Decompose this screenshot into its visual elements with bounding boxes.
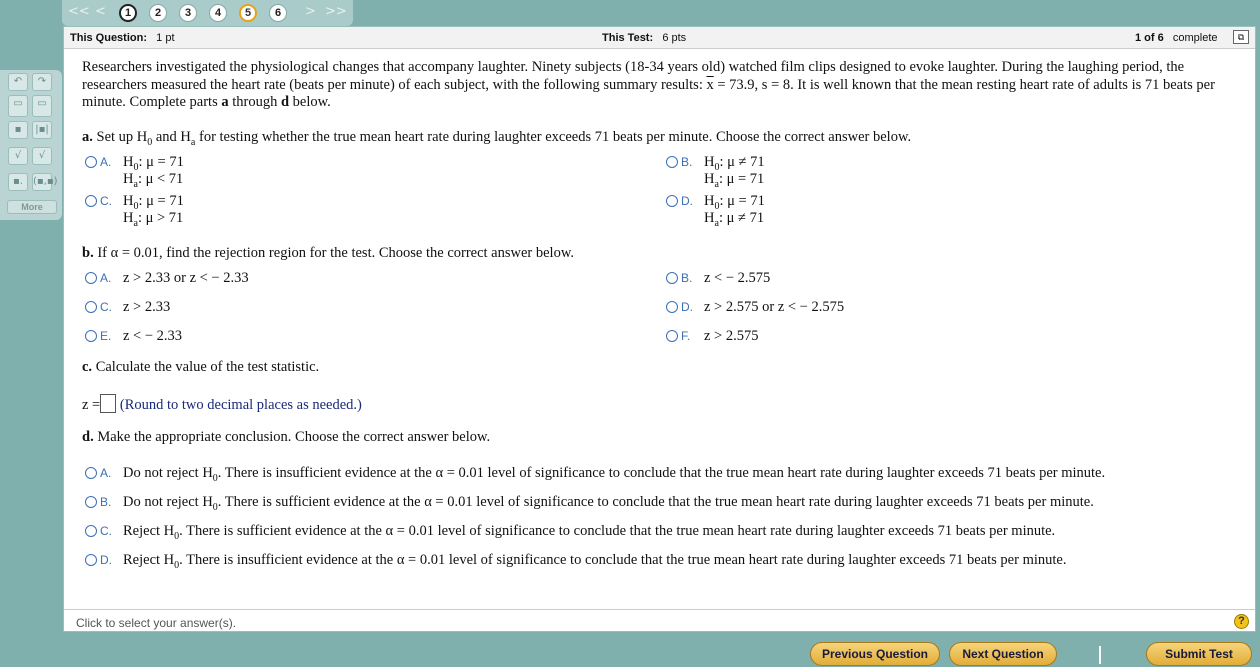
question-header (64, 27, 1255, 49)
question-4-button[interactable]: 4 (209, 4, 227, 22)
radio-button[interactable] (85, 525, 97, 537)
prev-question-arrow[interactable]: < (95, 4, 106, 19)
question-3-button[interactable]: 3 (179, 4, 197, 22)
nth-root-icon[interactable]: √ (32, 147, 52, 165)
math-toolbar (0, 70, 62, 220)
radio-button[interactable] (85, 467, 97, 479)
test-statistic-input[interactable] (100, 394, 116, 413)
previous-question-button[interactable]: Previous Question (810, 642, 940, 666)
question-navigation (62, 0, 353, 26)
radio-button[interactable] (666, 156, 678, 168)
radio-button[interactable] (666, 301, 678, 313)
submit-test-button[interactable]: Submit Test (1146, 642, 1252, 666)
decimal-icon[interactable]: ▪. (8, 173, 28, 191)
absolute-value-icon[interactable]: |▪| (32, 121, 52, 139)
part-c-prompt: c. Calculate the value of the test statistic. (82, 359, 320, 375)
problem-statement: Researchers investigated the physiological changes that accompany laughter. Ninety subjects (18-34 years old) watched film clips designed to evoke laughter. During the laughing period, the researchers measured the heart rate (beats per minute) of each subject, with the following summary results: $\overline{x} = 73.9$, s = 8. It is well known that the mean resting heart rate of adults is 71 beats per minute. Complete parts a through d below. (82, 59, 1215, 110)
question-5-button[interactable]: 5 (239, 4, 257, 22)
question-panel (63, 26, 1256, 632)
test-points: This Test: 6 pts (602, 32, 687, 44)
radio-button[interactable] (85, 301, 97, 313)
undo-icon[interactable]: ↶ (8, 73, 28, 91)
question-6-button[interactable]: 6 (269, 4, 287, 22)
question-points: This Question: 1 pt (70, 32, 175, 44)
radio-button[interactable] (666, 272, 678, 284)
radio-button[interactable] (85, 496, 97, 508)
question-content: Researchers investigated the physiological changes that accompany laughter. Ninety subjects (18-34 years old) watched film clips designed to evoke laughter. During the laughing period, the researchers measured the heart rate (beats per minute) of each subject, with the following summary results: $\overline{x} = 73.9$, s = 8. It is well known that the mean resting heart rate of adults is 71 beats per minute. Complete parts a through d below. a. Set up $H_0$ and $H_a$ for testing whether the true mean heart rate during laughter exceeds 71 beats per minute. Choose the correct answer below. A. $H_0$: μ = 71 $H_a$: μ < 71 B. $H_0$: μ ≠ 71 $H_a$: μ = 71 C. $H_0$: μ = 71 $H_a$: μ > 71 D. $H_0$: μ = 71 $H_a$: μ ≠ 71 b. If α = 0.01, find the rejection region for the test. Choose the correct answer below. A. z > 2.33 or z < − 2.33 B. z < − 2.575 C. z > 2.33 D. z > 2.575 or z < − 2.575 E. z < − 2.33 F. z > 2.575 c. Calculate the value of the test statistic. z = (Round to two decimal places as needed.) d. Make the appropriate conclusion. Choose the correct answer below. A. Do not reject $H_0$. There is insufficient evidence at the α = 0.01 level of significance to conclude that the true mean heart rate during laughter exceeds 71 beats per minute. B. Do not reject $H_0$. There is sufficient evidence at the α = 0.01 level of significance to conclude that the true mean heart rate during laughter exceeds 71 beats per minute. C. Reject $H_0$. There is sufficient evidence at the α = 0.01 level of significance to conclude that the true mean heart rate during laughter exceeds 71 beats per minute. D. Reject $H_0$. There is insufficient evidence at the α = 0.01 level of significance to conclude that the true mean heart rate during laughter exceeds 71 beats per minute. (82, 59, 1242, 112)
help-icon[interactable]: ? (1234, 614, 1249, 629)
more-tools-button[interactable]: More (7, 200, 57, 214)
question-1-button[interactable]: 1 (119, 4, 137, 22)
square-root-icon[interactable]: √ (8, 147, 28, 165)
radio-button[interactable] (666, 195, 678, 207)
part-a-prompt: a. Set up $H_0$ and $H_a$ for testing whether the true mean heart rate during laughter exceeds 71 beats per minute. Choose the correct answer below. (82, 129, 912, 148)
question-2-button[interactable]: 2 (149, 4, 167, 22)
button-divider (1099, 646, 1101, 664)
ordered-pair-icon[interactable]: (▪,▪) (32, 173, 52, 191)
part-d-prompt: d. Make the appropriate conclusion. Choose the correct answer below. (82, 429, 491, 445)
first-question-arrow[interactable]: << (68, 4, 90, 19)
mixed-number-icon[interactable]: ▭ (32, 95, 52, 117)
exponent-icon[interactable]: ▪ (8, 121, 28, 139)
rounding-note: (Round to two decimal places as needed.) (119, 397, 362, 413)
popout-icon[interactable]: ⧉ (1233, 30, 1249, 44)
progress-status: 1 of 6 complete (1135, 32, 1218, 44)
test-statistic-row: z = (Round to two decimal places as needed.) (82, 394, 362, 415)
radio-button[interactable] (85, 272, 97, 284)
last-question-arrow[interactable]: >> (325, 4, 347, 19)
radio-button[interactable] (85, 330, 97, 342)
next-question-button[interactable]: Next Question (949, 642, 1057, 666)
status-hint: Click to select your answer(s). (76, 616, 237, 630)
radio-button[interactable] (85, 554, 97, 566)
fraction-icon[interactable]: ▭ (8, 95, 28, 117)
next-question-arrow[interactable]: > (305, 4, 316, 19)
radio-button[interactable] (85, 195, 97, 207)
part-b-prompt: b. If α = 0.01, find the rejection region for the test. Choose the correct answer below. (82, 245, 574, 261)
radio-button[interactable] (666, 330, 678, 342)
radio-button[interactable] (85, 156, 97, 168)
status-footer (64, 609, 1255, 633)
redo-icon[interactable]: ↷ (32, 73, 52, 91)
